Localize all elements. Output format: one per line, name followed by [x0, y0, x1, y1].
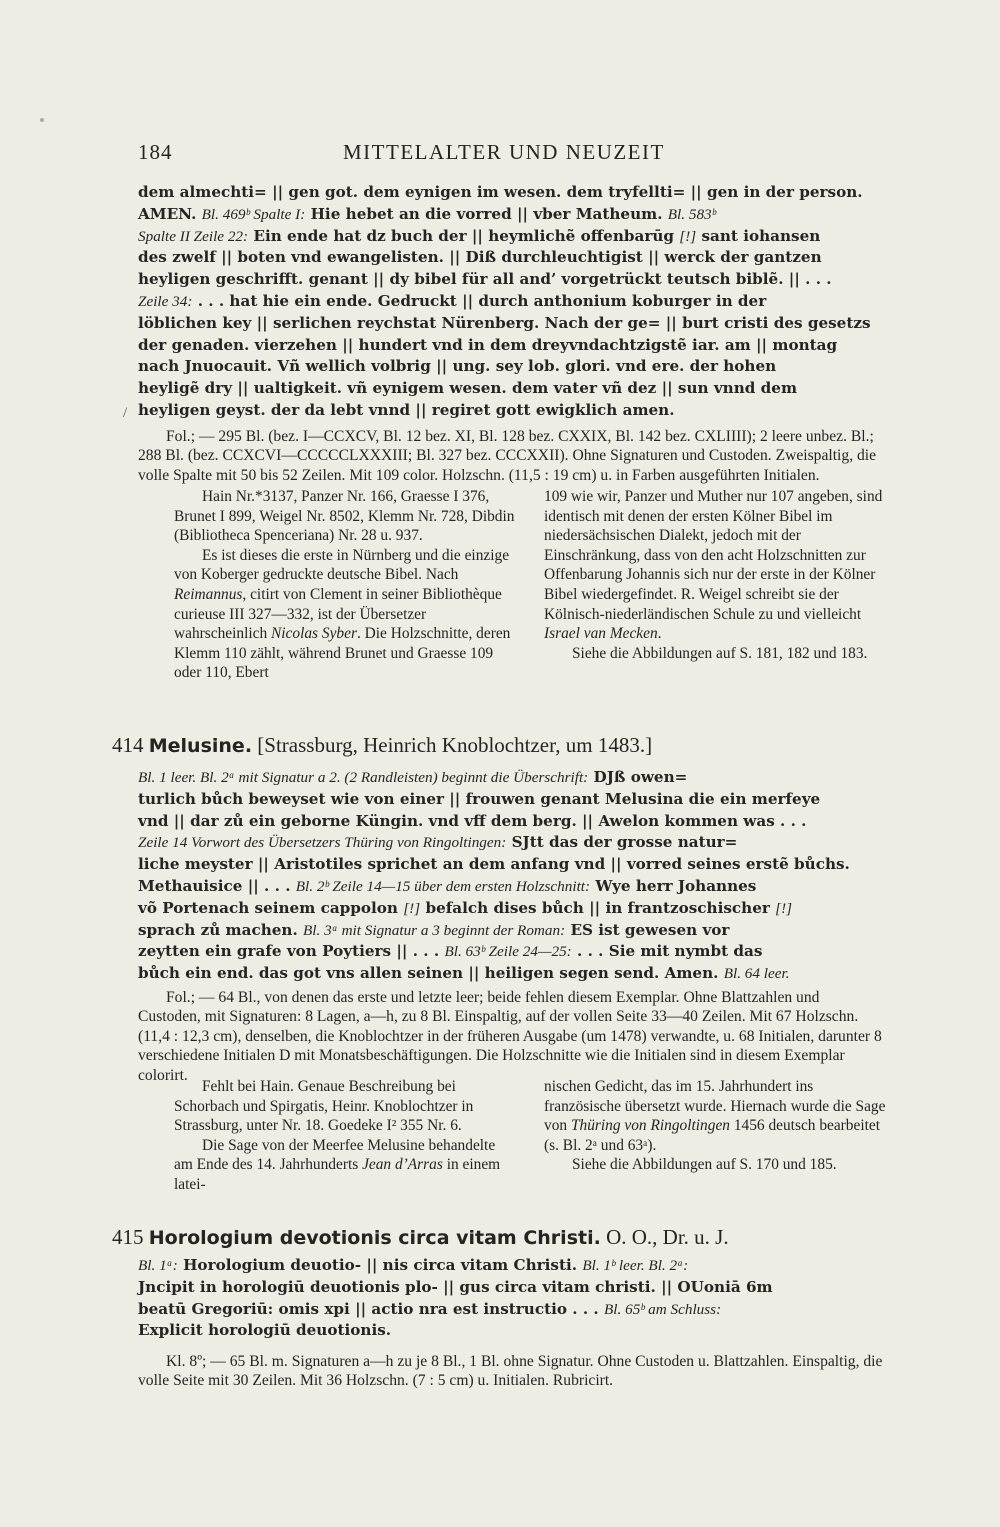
collation-text: Kl. 8º; — 65 Bl. m. Signaturen a—h zu je 8 Bl., 1 Bl. ohne Signatur. Ohne Custoden u. Blattzahlen. Einspaltig, die volle Seite mit 30 Zeilen. Mit 36 Holzschn. (7 : 5 cm) u. Initialen. Rubricirt. — [138, 1353, 883, 1390]
blackletter-line: dem almechti= || gen got. dem eynigen im wesen. dem tryfellti= || gen in der person. — [138, 183, 863, 201]
entry-414-blackletter — [138, 767, 886, 985]
running-title: MITTELALTER UND NEUZEIT — [343, 140, 665, 164]
entry-title: Horologium devotionis circa vitam Christi. — [148, 1227, 601, 1249]
notes-left-column — [174, 487, 516, 683]
notes-right-column — [544, 487, 886, 683]
entry-imprint: O. O., Dr. u. J. — [606, 1225, 729, 1249]
note-paragraph: Siehe die Abbildungen auf S. 170 und 185. — [572, 1156, 837, 1174]
entry-number: 414 — [112, 733, 144, 757]
note-paragraph: nischen Gedicht, das im 15. Jahrhundert ins französische übersetzt wurde. Hiernach wurde die Sage von Thüring von Ringoltingen 1456 deutsch bearbeitet (s. Bl. 2ᵃ und 63ᵃ). — [544, 1078, 886, 1154]
note-paragraph: 109 wie wir, Panzer und Muther nur 107 angeben, sind identisch mit denen der ersten Kölner Bibel im niedersächsischen Dialekt, jedoch mit der Einschränkung, dass von den acht Holzschnitten zur Offenbarung Johannis sich nur der erste in der Kölner Bibel wiedergefindet. R. Weigel schreibt sie der Kölnisch-niederländischen Schule zu und vielleicht Israel van Mecken. — [544, 488, 883, 643]
blackletter-line: Zeile 14 Vorwort des Übersetzers Thüring von Ringoltingen: SJtt das der grosse natur= — [138, 833, 738, 852]
entry-415-heading — [112, 1225, 729, 1250]
entry-414-notes — [174, 1077, 886, 1195]
blackletter-line: heyligen geyst. der da lebt vnnd || regiret gott ewigklich amen. — [138, 400, 675, 419]
blackletter-line: der genaden. vierzehen || hundert vnd in dem dreyvndachtzigstẽ iar. am || montag — [138, 335, 838, 354]
blackletter-line: Methauisice || . . . Bl. 2ᵇ Zeile 14—15 über dem ersten Holzschnitt: Wye herr Johannes — [138, 876, 757, 895]
entry-415-blackletter — [138, 1255, 886, 1342]
note-paragraph: Hain Nr.*3137, Panzer Nr. 166, Graesse I 376, Brunet I 899, Weigel Nr. 8502, Klemm Nr. 728, Dibdin (Bibliotheca Spenceriana) Nr. 28 u. 937. — [174, 488, 515, 545]
blackletter-line: sprach zů machen. Bl. 3ᵃ mit Signatur a 3 beginnt der Roman: ES ist gewesen vor — [138, 920, 730, 939]
blackletter-line: Bl. 1ᵃ: Horologium deuotio- || nis circa vitam Christi. Bl. 1ᵇ leer. Bl. 2ᵃ: — [138, 1256, 689, 1274]
entry-imprint: [Strassburg, Heinrich Knoblochtzer, um 1483.] — [257, 733, 653, 757]
blackletter-line: Zeile 34: . . . hat hie ein ende. Gedruckt || durch anthonium koburger in der — [138, 291, 767, 310]
blackletter-line: AMEN. Bl. 469ᵇ Spalte I: Hie hebet an die vorred || vber Matheum. Bl. 583ᵇ — [138, 204, 716, 223]
blackletter-line: vnd || dar zů ein geborne Küngin. vnd vff dem berg. || Awelon kommen was . . . — [138, 811, 807, 830]
notes-left-column — [174, 1077, 516, 1195]
blackletter-line: Bl. 1 leer. Bl. 2ᵃ mit Signatur a 2. (2 Randleisten) beginnt die Überschrift: DJß owen= — [138, 768, 688, 786]
blackletter-line: Spalte II Zeile 22: Ein ende hat dz buch der || heymlichẽ offenbarūg [!] sant iohansen — [138, 226, 821, 245]
notes-right-column — [544, 1077, 886, 1195]
blackletter-line: turlich bůch beweyset wie von einer || frouwen genant Melusina die ein merfeye — [138, 789, 821, 808]
blackletter-line: zeytten ein grafe von Poytiers || . . . Bl. 63ᵇ Zeile 24—25: . . . Sie mit nymbt das — [138, 942, 763, 961]
note-paragraph: Fehlt bei Hain. Genaue Beschreibung bei Schorbach und Spirgatis, Heinr. Knoblochtzer in Strassburg, unter Nr. 18. Goedeke I² 355 Nr. 6. — [174, 1078, 474, 1135]
margin-mark: / — [123, 405, 128, 421]
entry-title: Melusine. — [148, 735, 253, 757]
blackletter-line: nach Jnuocauit. Vñ wellich volbrig || ung. sey lob. glori. vnd ere. der hohen — [138, 357, 777, 376]
entry-414-heading — [112, 733, 652, 758]
blackletter-line: liche meyster || Aristotiles sprichet an dem anfang vnd || vorred seines erstẽ bůchs. — [138, 855, 850, 874]
entry-415-description — [138, 1352, 886, 1391]
entry-413-notes — [174, 487, 886, 683]
blackletter-line: beatū Gregoriū: omis xpi || actio nra est instructio . . . Bl. 65ᵇ am Schluss: — [138, 1299, 722, 1318]
blackletter-line: Jncipit in horologiū deuotionis plo- || gus circa vitam christi. || OUoniā 6m — [138, 1277, 773, 1296]
entry-413-blackletter — [138, 182, 886, 422]
note-paragraph: Die Sage von der Meerfee Melusine behandelte am Ende des 14. Jahrhunderts Jean d’Arras in einem latei- — [174, 1136, 501, 1193]
collation-text: Fol.; — 64 Bl., von denen das erste und letzte leer; beide fehlen diesem Exemplar. Ohne Blattzahlen und Custoden, mit Signaturen: 8 Lagen, a—h, zu 8 Bl. Einspaltig, auf der vollen Seite 33—40 Zeilen. Mit 67 Holzschn. (11,4 : 12,3 cm), denselben, die Knoblochtzer in der früheren Ausgabe (um 1478) verwandte, u. 68 Initialen, darunter 8 verschiedene Initialen D mit Monatsbeschäftigungen. Die Holzschnitte wie die Initialen sind in diesem Exemplar colorirt. — [138, 989, 882, 1084]
note-paragraph: Siehe die Abbildungen auf S. 181, 182 und 183. — [572, 644, 868, 662]
note-paragraph: Es ist dieses die erste in Nürnberg und die einzige von Koberger gedruckte deutsche Bibel. Nach Reimannus, citirt von Clement in seiner Bibliothèque curieuse III 327—332, ist der Übersetzer wahrscheinlich Nicolas Syber. Die Holzschnitte, deren Klemm 110 zählt, während Brunet und Graesse 109 oder 110, Ebert — [174, 546, 511, 682]
entry-number: 415 — [112, 1225, 144, 1249]
blackletter-line: löblichen key || serlichen reychstat Nürenberg. Nach der ge= || burt cristi des gesetzs — [138, 313, 871, 332]
blackletter-line: heyligen geschrifft. genant || dy bibel für all and’ vorgetrückt teutsch biblẽ. || . . . — [138, 270, 832, 289]
blackletter-line: võ Portenach seinem cappolon [!] befalch dises bůch || in frantzoschischer [!] — [138, 898, 793, 917]
blackletter-line: bůch ein end. das got vns allen seinen || heiligen segen send. Amen. Bl. 64 leer. — [138, 964, 790, 983]
blackletter-line: des zwelf || boten vnd ewangelisten. || Diß durchleuchtigist || werck der gantzen — [138, 248, 822, 267]
blackletter-line: Explicit horologiū deuotionis. — [138, 1321, 392, 1340]
blackletter-line: heyligẽ dry || ualtigkeit. vñ eynigem wesen. dem vater vñ dez || sun vnnd dem — [138, 379, 798, 398]
collation-text: Fol.; — 295 Bl. (bez. I—CCXCV, Bl. 12 bez. XI, Bl. 128 bez. CXXIX, Bl. 142 bez. CXLIIII); 2 leere unbez. Bl.; 288 Bl. (bez. CCXCVI—CCCCCLXXXIII; Bl. 327 bez. CCCXXII). Ohne Signaturen und Custoden. Zweispaltig, die volle Spalte mit 50 bis 52 Zeilen. Mit 109 color. Holzschn. (11,5 : 19 cm) u. in Farben ausgeführten Initialen. — [138, 428, 877, 484]
paper-speck — [40, 118, 44, 122]
entry-413-description — [138, 427, 886, 485]
page-number: 184 — [138, 140, 173, 164]
entry-414-description — [138, 988, 886, 1085]
